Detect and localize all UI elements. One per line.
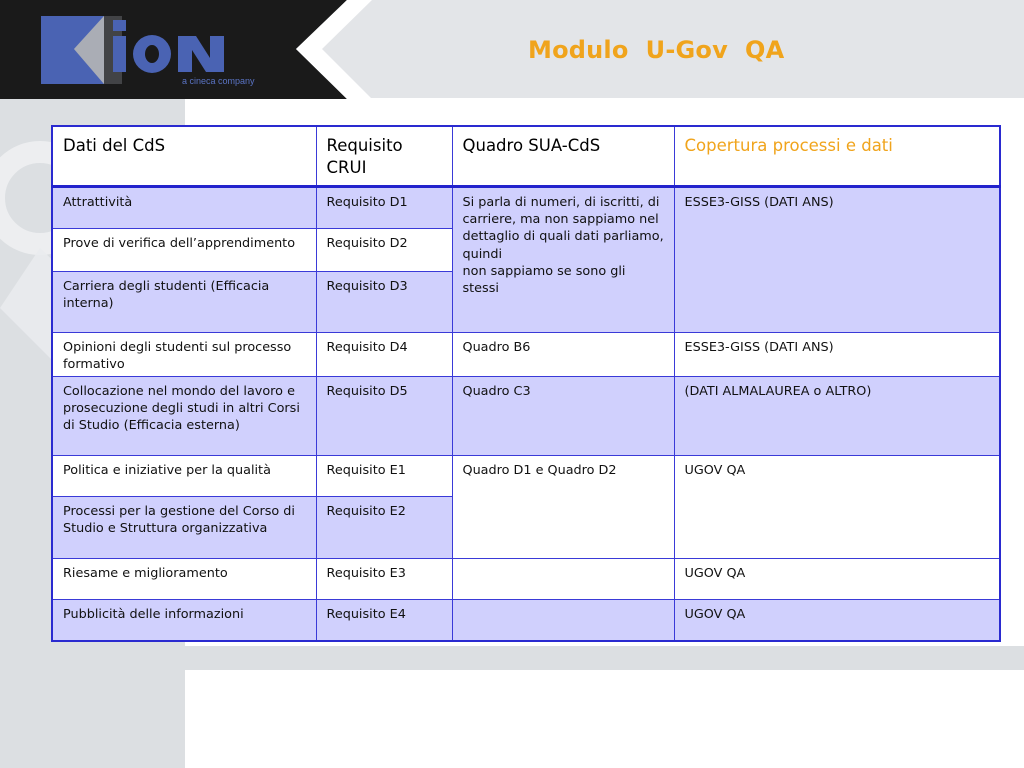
table-row [52, 600, 1000, 641]
cell-copertura: UGOV QA [674, 600, 1000, 641]
cell-requisito: Requisito D4 [316, 333, 452, 377]
cell-requisito: Requisito D5 [316, 377, 452, 456]
cell-quadro [452, 559, 674, 600]
quadro-note-line: Si parla di numeri, di iscritti, di [462, 195, 660, 210]
table-row [52, 333, 1000, 377]
table-row [52, 456, 1000, 497]
column-header-requisito-crui: Requisito CRUI [316, 126, 452, 187]
cell-requisito: Requisito E3 [316, 559, 452, 600]
table-row [52, 377, 1000, 456]
quadro-note-line: carriere, ma non sappiamo nel [462, 212, 659, 228]
cell-dato: Politica e iniziative per la qualità [52, 456, 316, 497]
cell-requisito: Requisito E4 [316, 600, 452, 641]
cell-copertura: ESSE3-GISS (DATI ANS) [674, 333, 1000, 377]
cell-requisito: Requisito D1 [316, 187, 452, 229]
quadro-note-line: non sappiamo se sono gli stessi [462, 263, 626, 297]
cell-copertura-merged: UGOV QA [674, 456, 1000, 559]
cell-dato: Collocazione nel mondo del lavoro e prosecuzione degli studi in altri Corsi di Studio (Efficacia esterna) [52, 377, 316, 456]
cell-requisito: Requisito D3 [316, 272, 452, 333]
cell-requisito: Requisito D2 [316, 229, 452, 272]
cell-quadro-merged [452, 187, 674, 333]
table-row [52, 187, 1000, 229]
cell-copertura-merged: ESSE3-GISS (DATI ANS) [674, 187, 1000, 333]
cell-requisito: Requisito E1 [316, 456, 452, 497]
column-header-copertura: Copertura processi e dati [674, 126, 1000, 187]
page-title: Modulo U-Gov QA [528, 36, 785, 64]
cell-requisito: Requisito E2 [316, 497, 452, 559]
cell-quadro [452, 600, 674, 641]
cell-dato: Opinioni degli studenti sul processo formativo [52, 333, 316, 377]
column-header-dati-cds: Dati del CdS [52, 126, 316, 187]
cell-copertura: UGOV QA [674, 559, 1000, 600]
quadro-note-line: dettaglio di quali dati parliamo, quindi [462, 229, 664, 262]
background-bottom-band [0, 646, 1024, 670]
cell-quadro: Quadro B6 [452, 333, 674, 377]
cell-dato: Pubblicità delle informazioni [52, 600, 316, 641]
cell-quadro: Quadro C3 [452, 377, 674, 456]
cell-copertura: (DATI ALMALAUREA o ALTRO) [674, 377, 1000, 456]
cell-dato: Prove di verifica dell’apprendimento [52, 229, 316, 272]
cell-dato: Processi per la gestione del Corso di Studio e Struttura organizzativa [52, 497, 316, 559]
requirements-table [51, 125, 1001, 642]
table-header-row [52, 126, 1000, 187]
logo-tagline: a cineca company [182, 76, 255, 86]
cell-dato: Riesame e miglioramento [52, 559, 316, 600]
cell-dato: Attrattività [52, 187, 316, 229]
table-row [52, 559, 1000, 600]
kion-logo [0, 0, 372, 100]
cell-dato: Carriera degli studenti (Efficacia interna) [52, 272, 316, 333]
cell-quadro-merged: Quadro D1 e Quadro D2 [452, 456, 674, 559]
column-header-quadro-sua: Quadro SUA-CdS [452, 126, 674, 187]
